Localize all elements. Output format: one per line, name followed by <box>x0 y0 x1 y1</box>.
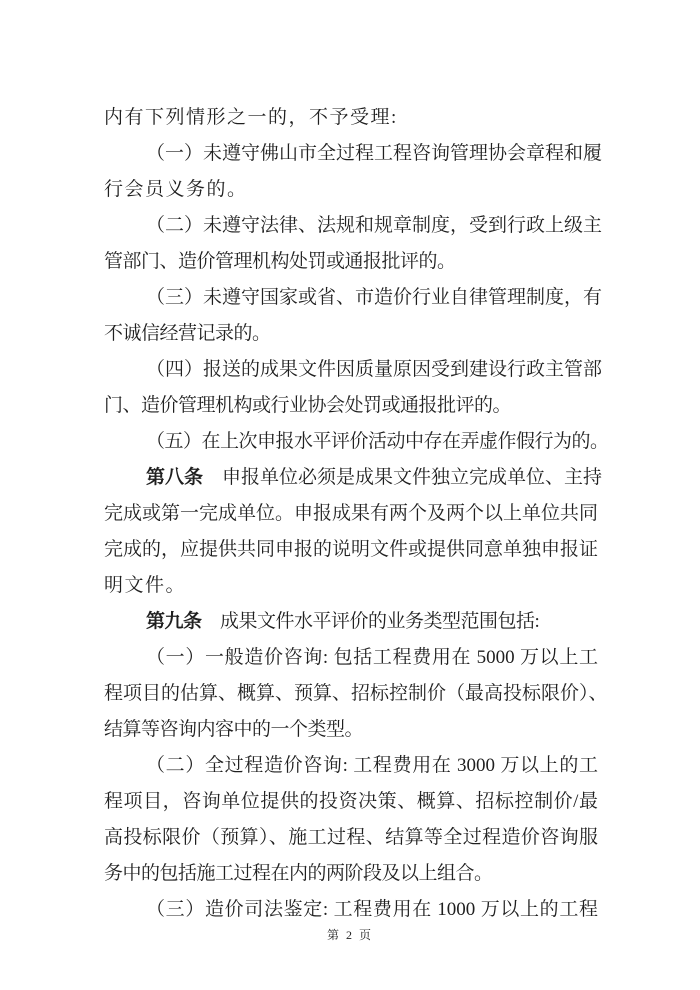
article-number: 第八条 <box>146 467 204 488</box>
text-line: （二）全过程造价咨询: 工程费用在 3000 万以上的工 <box>146 755 598 776</box>
text-line: 管部门、造价管理机构处罚或通报批评的。 <box>104 251 456 272</box>
text-line: （一）一般造价咨询: 包括工程费用在 5000 万以上工 <box>146 647 598 668</box>
text-line: 完成的，应提供共同申报的说明文件或提供同意单独申报证 <box>104 539 599 560</box>
text-line: 高投标限价（预算）、施工过程、结算等全过程造价咨询服 <box>104 827 598 848</box>
text-line: （三）未遵守国家或省、市造价行业自律管理制度，有 <box>146 287 603 308</box>
text-line: 第八条 申报单位必须是成果文件独立完成单位、主持 <box>146 467 603 488</box>
text-line: 务中的包括施工过程在内的两阶段及以上组合。 <box>104 863 493 884</box>
document-body <box>104 100 609 928</box>
text-line: （三）造价司法鉴定: 工程费用在 1000 万以上的工程 <box>146 899 598 920</box>
page-number: 第 2 页 <box>326 928 373 942</box>
text-line: 不诚信经营记录的。 <box>104 323 271 344</box>
text-line: 程项目，咨询单位提供的投资决策、概算、招标控制价/最 <box>104 791 598 812</box>
text-line: 第九条 成果文件水平评价的业务类型范围包括: <box>146 611 540 632</box>
text-line: 门、造价管理机构或行业协会处罚或通报批评的。 <box>104 395 512 416</box>
text-line: （四）报送的成果文件因质量原因受到建设行政主管部 <box>146 359 603 380</box>
text-line: 行会员义务的。 <box>104 179 248 200</box>
text-line: 结算等咨询内容中的一个类型。 <box>104 719 364 740</box>
text-line: 程项目的估算、概算、预算、招标控制价（最高投标限价）、 <box>104 683 608 704</box>
text-line: （二）未遵守法律、法规和规章制度，受到行政上级主 <box>146 215 603 236</box>
text-line: 内有下列情形之一的，不予受理: <box>104 107 398 128</box>
article-number: 第九条 <box>146 611 202 632</box>
text-line: 明文件。 <box>104 575 187 596</box>
text-line: （五）在上次申报水平评价活动中存在弄虚作假行为的。 <box>146 431 609 452</box>
text-line: 完成或第一完成单位。申报成果有两个及两个以上单位共同 <box>104 503 599 524</box>
text-line: （一）未遵守佛山市全过程工程咨询管理协会章程和履 <box>146 143 603 164</box>
